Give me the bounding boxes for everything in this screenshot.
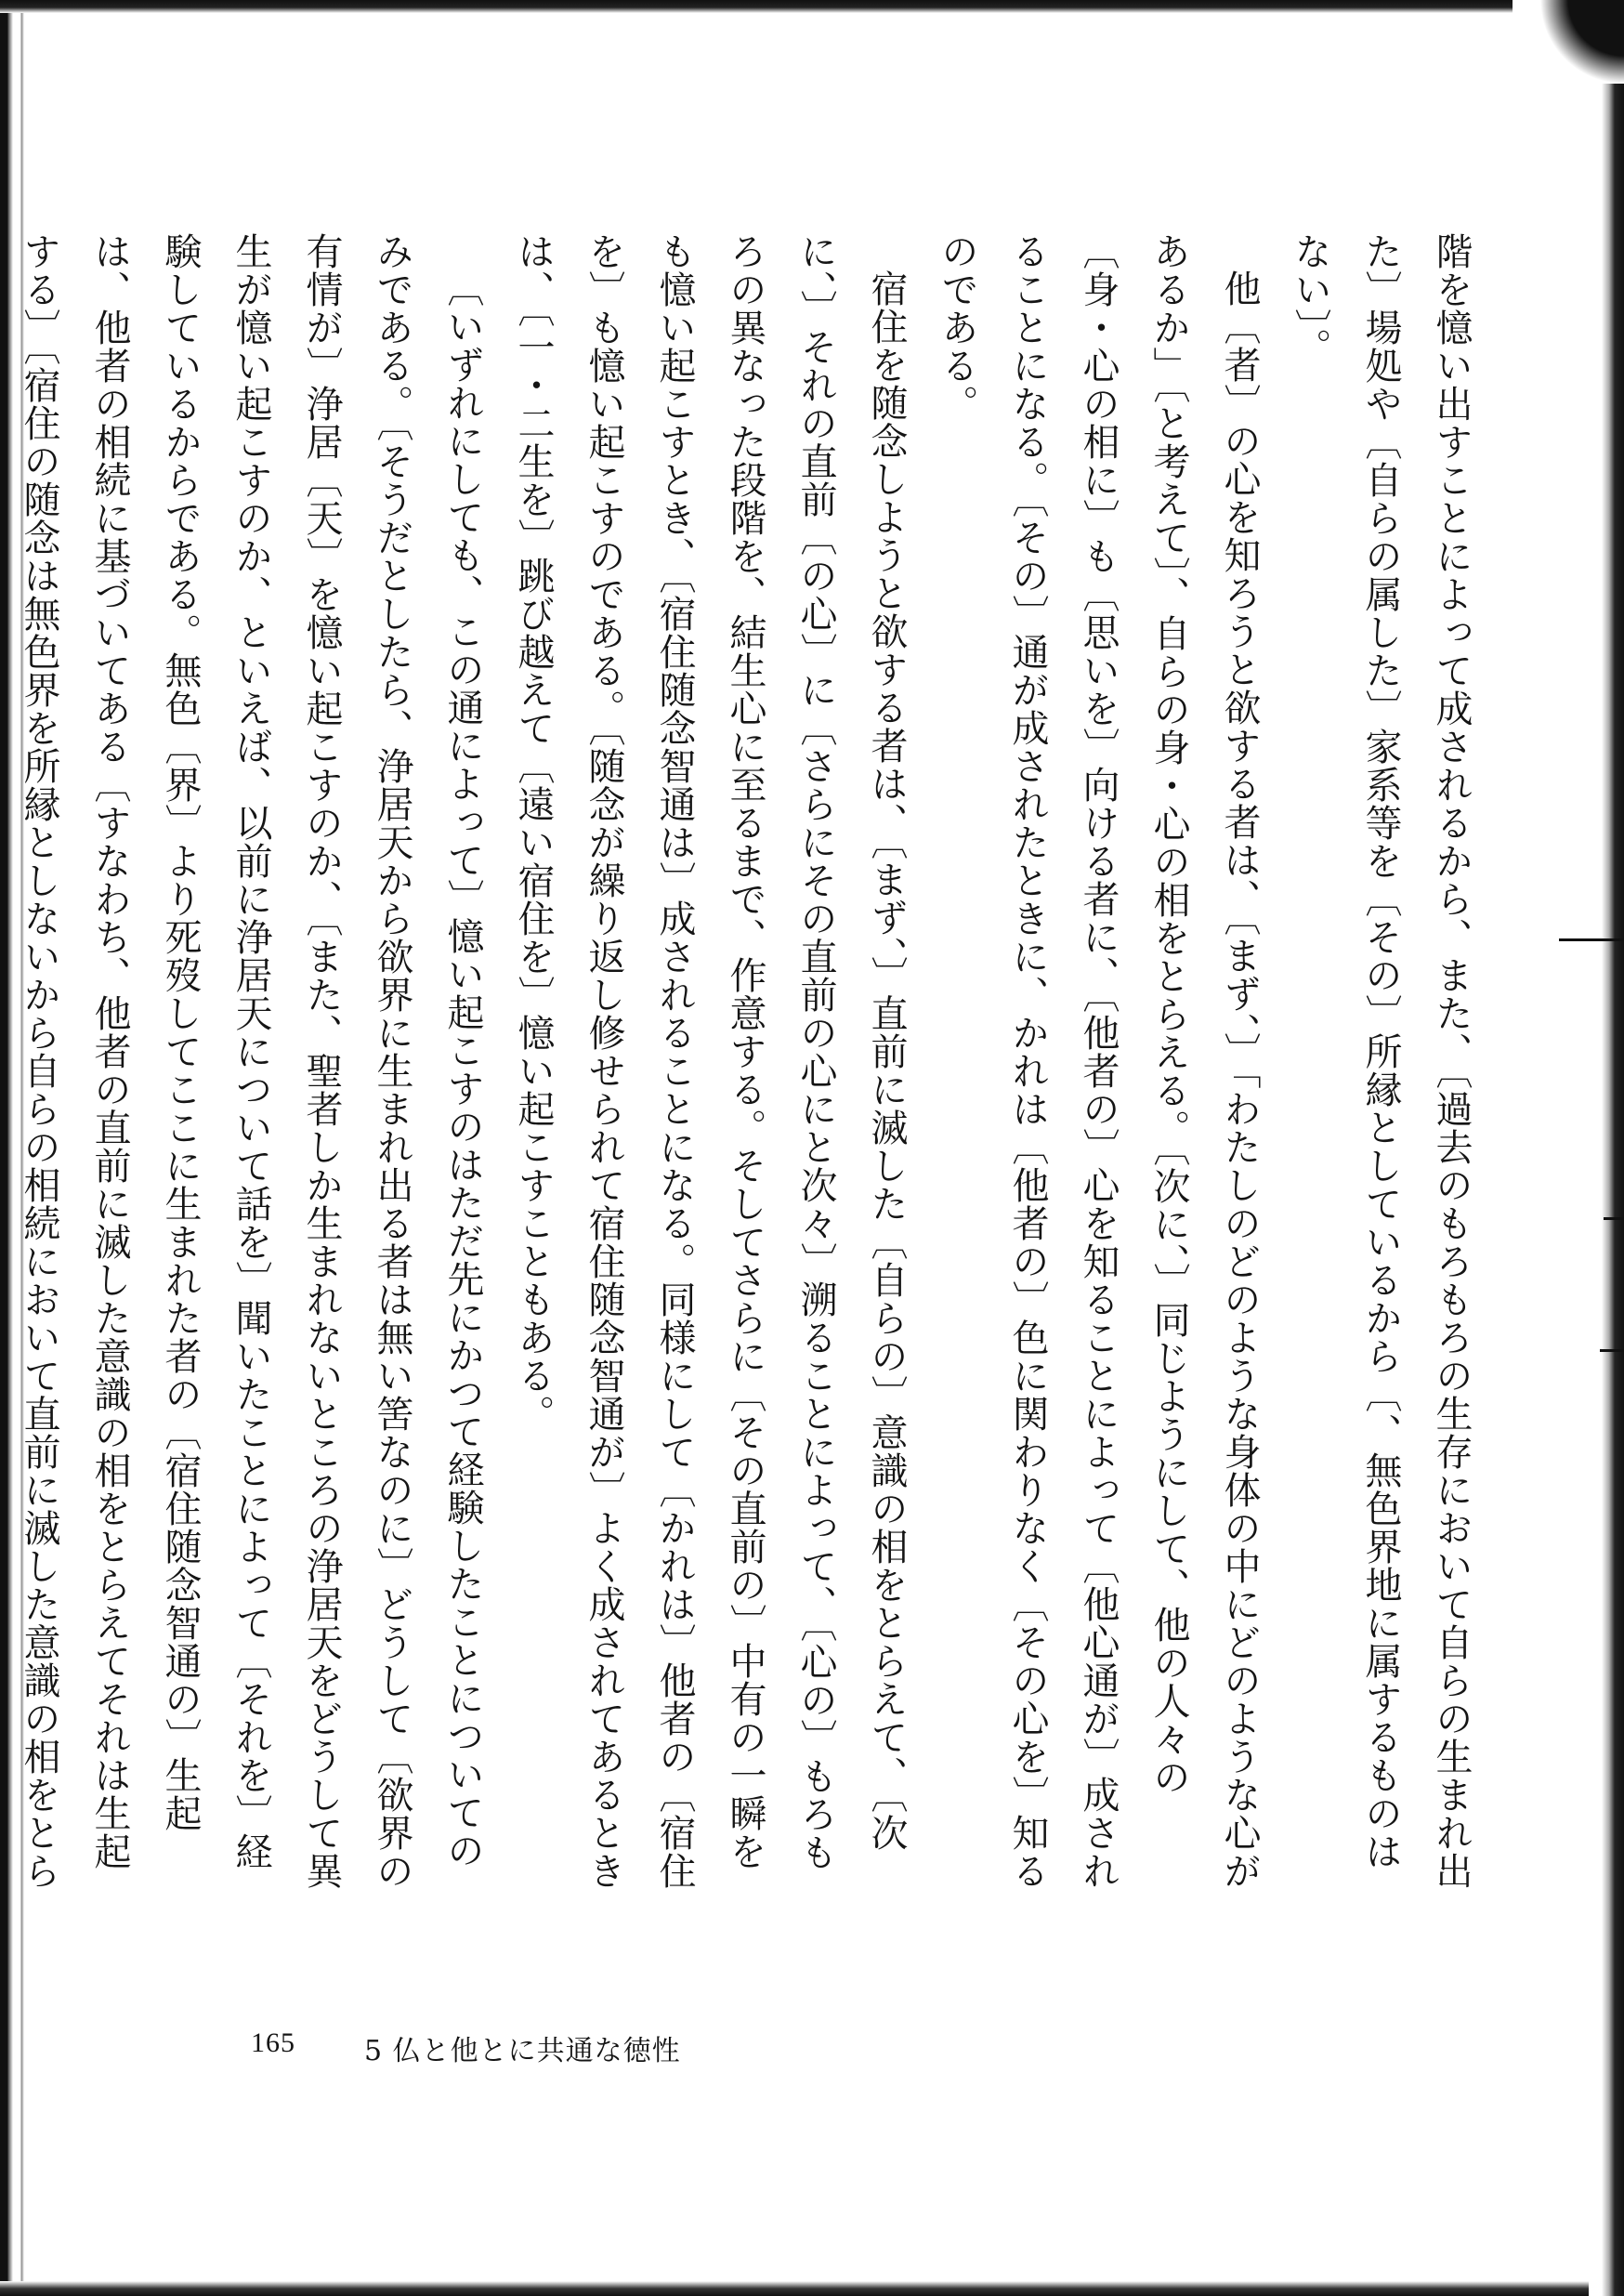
page-number: 165 xyxy=(251,2027,295,2058)
page-scan-edge-bottom xyxy=(0,2281,1624,2296)
margin-mark xyxy=(1604,1217,1624,1220)
paragraph: 〔いずれにしても、この通によって〕憶い起こすのはただ先にかつて経験したことについてのみである。〔そうだとしたら、浄居天から欲界に生まれ出る者は無い筈なのに〕どうして〔欲界の有情が〕浄居〔天〕を憶い起こすのか、〔また、聖者しか生まれないところの浄居天をどうして異生が憶い起こすのか、といえば、以前に浄居天について話を〕聞いたことによって〔それを〕経験しているからである。無色〔界〕より死歿してここに生まれた者の〔宿住随念智通の〕生起は、他者の相続に基づいてある〔すなわち、他者の直前に滅した意識の相をとらえてそれは生起する〕〔宿住の随念は無色界を所縁としないから自らの相続において直前に滅した意識の相をとら xyxy=(18,232,484,1890)
margin-mark xyxy=(1600,1349,1624,1352)
paragraph: 階を憶い出すことによって成されるから、また、〔過去のもろもろの生存において自らの生まれ出た〕場処や〔自らの属した〕家系等を〔その〕所縁としているから〔、無色界地に属するものはない〕。 xyxy=(1289,232,1473,1890)
page-scan-corner xyxy=(1513,0,1624,84)
page-scan-edge-top xyxy=(0,0,1624,13)
margin-mark xyxy=(1559,938,1624,941)
page-scan-edge-right xyxy=(1589,0,1624,2296)
vertical-text-block xyxy=(18,232,1486,1905)
paragraph: 宿住を随念しようと欲する者は、〔まず、〕直前に滅した〔自らの〕意識の相をとらえて、〔次に、〕それの直前〔の心〕に〔さらにその直前の心にと次々〕溯ることによって、〔心の〕もろもろの異なった段階を、結生心に至るまで、作意する。そしてさらに〔その直前の〕中有の一瞬をも憶い起こすとき、〔宿住随念智通は〕成されることになる。同様にして〔かれは〕他者の〔宿住を〕も憶い起こすのである。〔随念が繰り返し修せられて宿住随念智通が〕よく成されてあるときは、〔一・二生を〕跳び越えて〔遠い宿住を〕憶い起こすこともある。 xyxy=(512,232,908,1890)
paragraph: 他〔者〕の心を知ろうと欲する者は、〔まず、〕「わたしのどのような身体の中にどのような心があるか」〔と考えて〕、自らの身・心の相をとらえる。〔次に、〕同じようにして、他の人々の〔身・心の相に〕も〔思いを〕向ける者に、〔他者の〕心を知ることによって〔他心通が〕成されることになる。〔その〕通が成されたときに、かれは〔他者の〕色に関わりなく〔その心を〕知るのである。 xyxy=(936,232,1261,1890)
chapter-title: 5 仏と他とに共通な徳性 xyxy=(364,2035,681,2067)
